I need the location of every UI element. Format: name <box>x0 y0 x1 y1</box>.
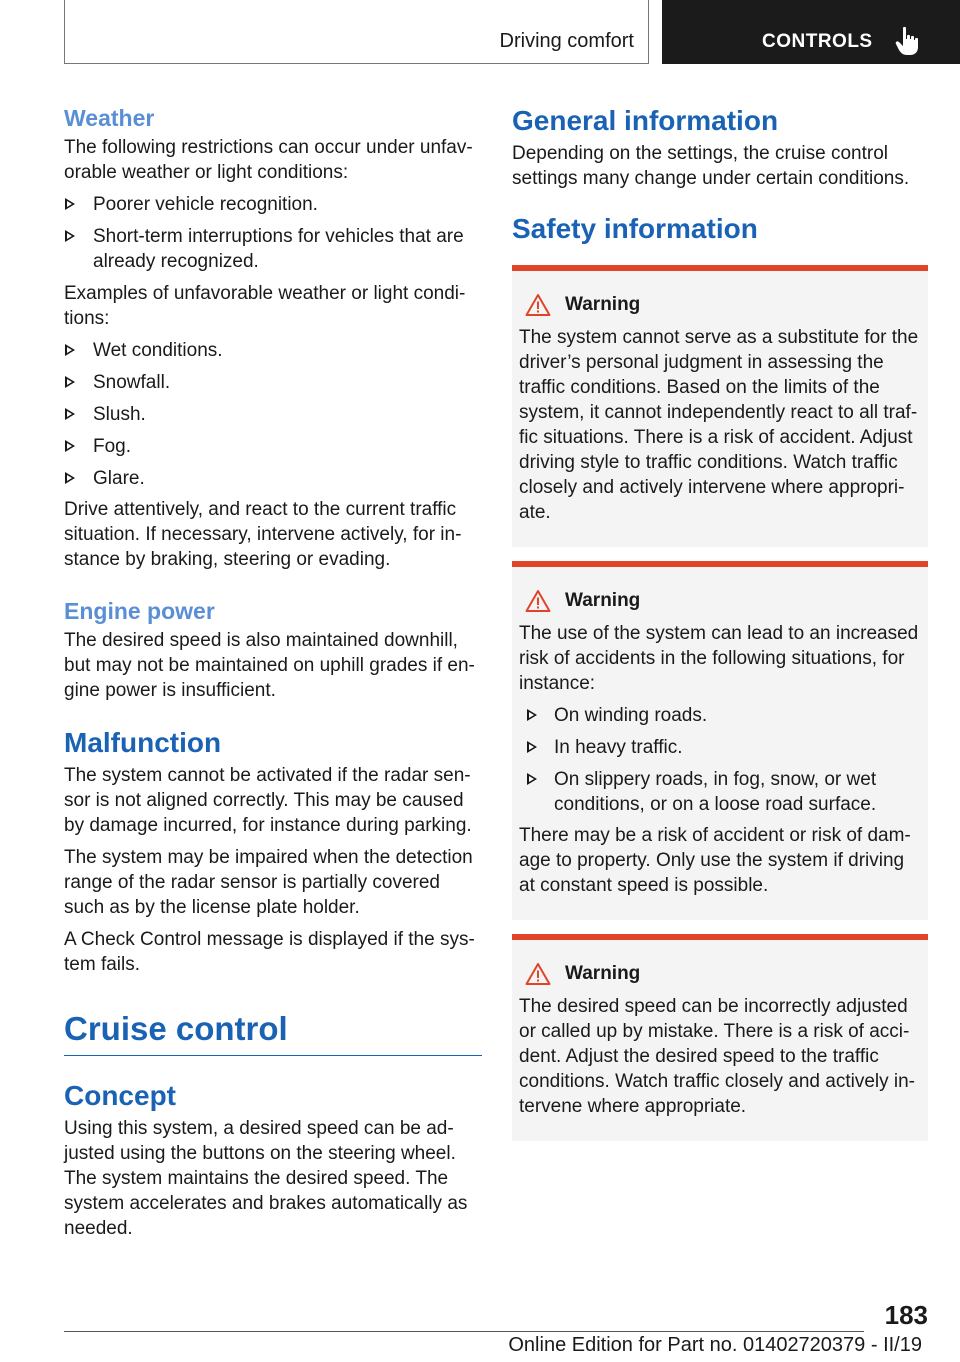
chapter-divider <box>64 1055 482 1056</box>
list-item: Poorer vehicle recognition. <box>64 192 482 217</box>
warning-box <box>512 561 928 920</box>
triangle-bullet-icon <box>65 198 75 210</box>
weather-heading: Weather <box>64 105 155 131</box>
warning-intro: The use of the system can lead to an increased risk of accidents in the following situations, for instance: <box>519 623 919 694</box>
safety-information-heading: Safety information <box>512 213 758 244</box>
triangle-bullet-icon <box>65 230 75 242</box>
triangle-bullet-icon <box>527 773 537 785</box>
general-information-section <box>512 103 928 191</box>
weather-examples-intro: Examples of unfavorable weather or light condi-tions: <box>64 283 466 329</box>
left-column <box>64 103 482 1241</box>
warning-triangle-icon <box>525 589 551 613</box>
weather-examples-list <box>64 338 482 491</box>
warning-triangle-icon <box>525 293 551 317</box>
list-item: Wet conditions. <box>64 338 482 363</box>
safety-information-section <box>512 211 928 1141</box>
warning-triangle-icon <box>525 962 551 986</box>
triangle-bullet-icon <box>527 741 537 753</box>
engine-power-section <box>64 596 482 703</box>
list-item: Fog. <box>64 434 482 459</box>
list-item: Snowfall. <box>64 370 482 395</box>
concept-text: Using this system, a desired speed can be ad-justed using the buttons on the steering wheel. The system maintains the desired speed. The system accelerates and brakes automatically as needed. <box>64 1118 468 1239</box>
triangle-bullet-icon <box>65 344 75 356</box>
engine-power-text: The desired speed is also maintained downhill, but may not be maintained on uphill grades if en-gine power is insufficient. <box>64 630 475 701</box>
general-information-heading: General information <box>512 105 779 136</box>
list-item: Short-term interruptions for vehicles that are already recognized. <box>64 224 482 274</box>
warning-header <box>519 291 922 319</box>
weather-section <box>64 103 482 572</box>
right-column <box>512 103 928 1141</box>
concept-section <box>64 1078 482 1241</box>
list-item: On slippery roads, in fog, snow, or wet conditions, or on a loose road surface. <box>519 767 922 817</box>
warning-situations-list <box>519 703 922 817</box>
footer-divider <box>64 1331 864 1332</box>
chapter-title: CONTROLS <box>762 31 873 52</box>
warning-header <box>519 960 922 988</box>
page-number: 183 <box>884 1300 928 1330</box>
triangle-bullet-icon <box>65 472 75 484</box>
warning-title: Warning <box>565 590 641 611</box>
chapter-heading: Cruise control <box>64 1010 288 1047</box>
header-section-box <box>64 0 649 64</box>
weather-restrictions-list <box>64 192 482 274</box>
pointing-hand-icon <box>894 26 922 56</box>
edition-footer: Online Edition for Part no. 01402720379 - II/19 <box>508 1334 922 1356</box>
list-item: In heavy traffic. <box>519 735 922 760</box>
malfunction-heading: Malfunction <box>64 727 222 758</box>
warning-box <box>512 265 928 547</box>
list-item: On winding roads. <box>519 703 922 728</box>
warning-outro: There may be a risk of accident or risk of dam-age to property. Only use the system if driving at constant speed is possible. <box>519 825 911 896</box>
triangle-bullet-icon <box>527 709 537 721</box>
weather-intro: The following restrictions can occur under unfav-orable weather or light conditions: <box>64 137 473 183</box>
weather-outro: Drive attentively, and react to the current traffic situation. If necessary, intervene actively, for in-stance by braking, steering or evading. <box>64 499 462 570</box>
triangle-bullet-icon <box>65 440 75 452</box>
warning-header <box>519 587 922 615</box>
malfunction-section <box>64 725 482 977</box>
warning-text: The desired speed can be incorrectly adjusted or called up by mistake. There is a risk of acci-dent. Adjust the desired speed to the traffic conditions. Watch traffic closely and actively in-tervene where appropriate. <box>519 996 916 1117</box>
chapter-tab <box>662 0 960 64</box>
warning-title: Warning <box>565 294 641 315</box>
malfunction-text-3: A Check Control message is displayed if the sys-tem fails. <box>64 929 475 975</box>
warning-text: The system cannot serve as a substitute for the driver’s personal judgment in assessing the traffic conditions. Based on the limits of the system, it cannot independently react to all traf-fic situations. There is a risk of accident. Adjust driving style to traffic conditions. Watch traffic closely and actively intervene where appropri-ate. <box>519 327 919 523</box>
concept-heading: Concept <box>64 1080 176 1111</box>
list-item: Slush. <box>64 402 482 427</box>
warning-box <box>512 934 928 1141</box>
section-title: Driving comfort <box>499 30 634 52</box>
general-information-text: Depending on the settings, the cruise control settings many change under certain conditions. <box>512 143 910 189</box>
malfunction-text-2: The system may be impaired when the detection range of the radar sensor is partially covered such as by the license plate holder. <box>64 847 473 918</box>
malfunction-text-1: The system cannot be activated if the radar sen-sor is not aligned correctly. This may be caused by damage incurred, for instance during parking. <box>64 765 472 836</box>
cruise-control-chapter <box>64 1007 482 1056</box>
triangle-bullet-icon <box>65 376 75 388</box>
engine-power-heading: Engine power <box>64 598 215 624</box>
list-item: Glare. <box>64 466 482 491</box>
triangle-bullet-icon <box>65 408 75 420</box>
warning-title: Warning <box>565 963 641 984</box>
